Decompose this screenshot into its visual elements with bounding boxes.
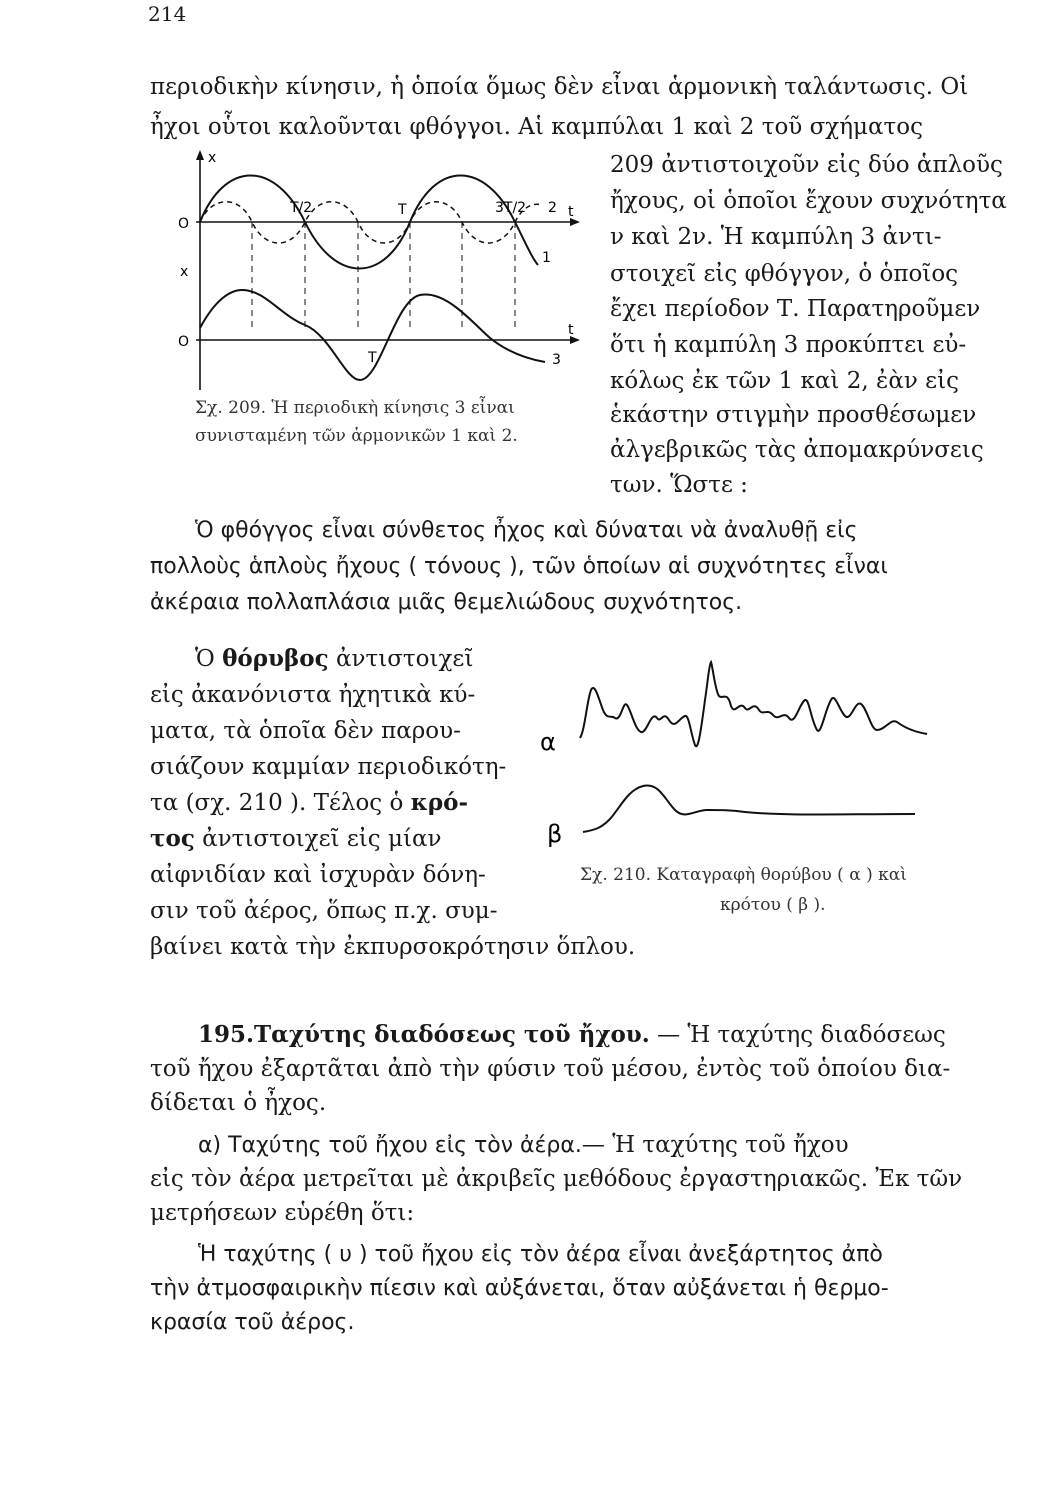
- text-line: ν καὶ 2ν. Ἡ καμπύλη 3 ἀντι-: [610, 224, 942, 250]
- section-195-heading: 195.Ταχύτης διαδόσεως τοῦ ἤχου.: [198, 1021, 650, 1048]
- law-line: τὴν ἀτμοσφαιρικὴν πίεσιν καὶ αὐξάνεται, ὅταν αὐξάνεται ἡ θερμο-: [150, 1276, 889, 1301]
- text-line: στοιχεῖ εἰς φθόγγον, ὁ ὁποῖος: [610, 261, 959, 287]
- axis-label-o-top: O: [178, 216, 190, 232]
- text-line: ἤχους, οἱ ὁποῖοι ἔχουν συχνότητα: [610, 188, 1007, 214]
- subsection-a-title: α) Ταχύτης τοῦ ἤχου εἰς τὸν ἀέρα.: [198, 1133, 582, 1158]
- figure-210-caption-line: κρότου ( β ).: [720, 895, 826, 915]
- figure-210-caption-line: Σχ. 210. Καταγραφὴ θορύβου ( α ) καὶ: [580, 865, 907, 885]
- text-line: τοῦ ἤχου ἐξαρτᾶται ἀπὸ τὴν φύσιν τοῦ μέσου, ἐντὸς τοῦ ὁποίου δια-: [150, 1056, 951, 1082]
- figure-209-caption-line: συνισταμένη τῶν ἁρμονικῶν 1 καὶ 2.: [195, 426, 518, 446]
- figure-209-caption-line: Σχ. 209. Ἡ περιοδικὴ κίνησις 3 εἶναι: [195, 398, 515, 418]
- mark-three-half-t: 3T/2: [495, 200, 527, 216]
- mark-t: T: [398, 202, 407, 218]
- figure-210-label-b: β: [547, 820, 563, 848]
- y-axis-arrow-icon: [196, 150, 204, 160]
- subsection-a: α) Ταχύτης τοῦ ἤχου εἰς τὸν ἀέρα.— Ἡ ταχύτης τοῦ ἤχου: [198, 1132, 849, 1158]
- text-line: εἰς ἀκανόνιστα ἠχητικὰ κύ-: [150, 682, 476, 708]
- text-line: ἦχοι οὗτοι καλοῦνται φθόγγοι. Αἱ καμπύλαι 1 καὶ 2 τοῦ σχήματος: [150, 114, 923, 140]
- text-line: Ὁ θόρυβος ἀντιστοιχεῖ: [195, 645, 474, 672]
- text-line: σιν τοῦ ἀέρος, ὅπως π.χ. συμ-: [150, 898, 498, 924]
- mark-half-t: T/2: [290, 200, 313, 216]
- page-number: 214: [148, 2, 187, 26]
- section-heading: 195.Ταχύτης διαδόσεως τοῦ ἤχου. — Ἡ ταχύτης διαδόσεως: [198, 1021, 946, 1048]
- text-line: ὅτι ἡ καμπύλη 3 προκύπτει εὐ-: [610, 332, 967, 358]
- mark-t-bottom: T: [368, 350, 377, 366]
- text-line: ἀλγεβρικῶς τὰς ἀπομακρύνσεις: [610, 437, 984, 463]
- text-line: 209 ἀντιστοιχοῦν εἰς δύο ἁπλοῦς: [610, 152, 1003, 178]
- curve-label-3: 3: [552, 352, 561, 368]
- figure-209: [170, 150, 590, 390]
- axis-label-o-bottom: O: [178, 334, 190, 350]
- noise-trace: [580, 662, 927, 746]
- click-trace: [583, 785, 915, 832]
- text-line: σιάζουν καμμίαν περιοδικότη-: [150, 754, 507, 780]
- text-line: περιοδικὴν κίνησιν, ἡ ὁποία ὅμως δὲν εἶναι ἁρμονικὴ ταλάντωσις. Οἱ: [150, 74, 969, 100]
- text-line: βαίνει κατὰ τὴν ἐκπυρσοκρότησιν ὅπλου.: [150, 934, 636, 960]
- text-line: εἰς τὸν ἀέρα μετρεῖται μὲ ἀκριβεῖς μεθόδους ἐργαστηριακῶς. Ἐκ τῶν: [150, 1166, 963, 1192]
- axis-label-t-top: t: [568, 204, 574, 220]
- law-line: κρασία τοῦ ἀέρος.: [150, 1310, 355, 1335]
- axis-label-x-mid: x: [180, 264, 189, 280]
- text-line: των. Ὥστε :: [610, 472, 748, 498]
- statement-line: Ὁ φθόγγος εἶναι σύνθετος ἦχος καὶ δύναται νὰ ἀναλυθῇ εἰς: [195, 518, 858, 543]
- text-line: ἑκάστην στιγμὴν προσθέσωμεν: [610, 402, 977, 428]
- figure-210: [535, 660, 975, 860]
- statement-line: ἀκέραια πολλαπλάσια μιᾶς θεμελιώδους συχνότητος.: [150, 590, 743, 615]
- text-line: τος ἀντιστοιχεῖ εἰς μίαν: [150, 825, 442, 852]
- law-line: Ἡ ταχύτης ( υ ) τοῦ ἤχου εἰς τὸν ἀέρα εἶναι ἀνεξάρτητος ἀπὸ: [198, 1242, 883, 1267]
- text-line: ματα, τὰ ὁποῖα δὲν παρου-: [150, 718, 461, 744]
- statement-line: πολλοὺς ἁπλοὺς ἤχους ( τόνους ), τῶν ὁποίων αἱ συχνότητες εἶναι: [150, 554, 888, 579]
- figure-210-label-a: α: [540, 728, 556, 756]
- text-line: δίδεται ὁ ἦχος.: [150, 1090, 327, 1116]
- text-line: αἰφνιδίαν καὶ ἰσχυρὰν δόνη-: [150, 862, 486, 888]
- text-line: τα (σχ. 210 ). Τέλος ὁ κρό-: [150, 789, 469, 816]
- curve-label-1: 1: [542, 250, 551, 266]
- axis-label-x-top: x: [208, 150, 217, 166]
- axis-label-t-bottom: t: [568, 322, 574, 338]
- text-line: ἔχει περίοδον Τ. Παρατηροῦμεν: [610, 296, 981, 322]
- text-line: μετρήσεων εὑρέθη ὅτι:: [150, 1200, 415, 1226]
- text-line: κόλως ἐκ τῶν 1 καὶ 2, ἐὰν εἰς: [610, 368, 959, 394]
- curve-label-2: 2: [548, 200, 557, 216]
